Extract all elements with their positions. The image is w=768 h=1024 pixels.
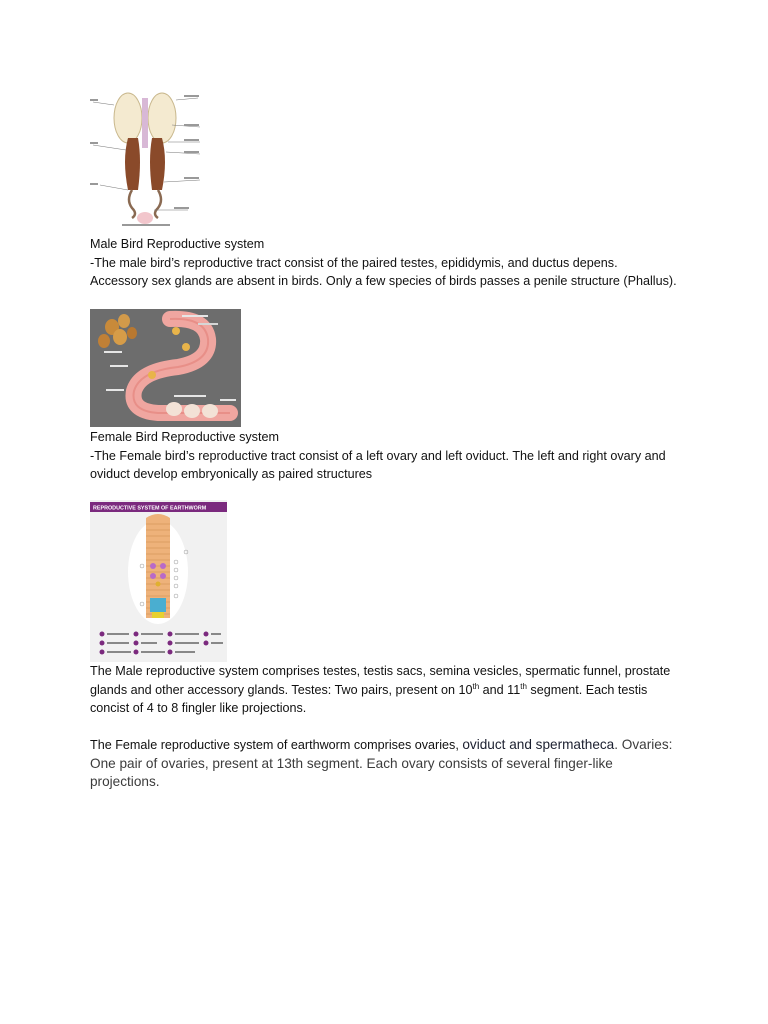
earthworm-female-line3: projections. [90, 774, 160, 790]
male-bird-caption-line2: Accessory sex glands are absent in birds. Only a few species of birds passes a penile structure (Phallus). [90, 274, 677, 289]
male-bird-caption-title: Male Bird Reproductive system [90, 237, 265, 251]
female-bird-caption-line2: oviduct develop embryonically as paired structures [90, 467, 373, 482]
earthworm-male-line2-a: glands and other accessory glands. Testes: Two pairs, present on 10 [90, 682, 473, 697]
male-bird-caption [90, 235, 690, 291]
earthworm-female-line2: One pair of ovaries, present at 13th segment. Each ovary consists of several finger-like [90, 755, 613, 771]
female-bird-caption-line1: -The Female bird’s reproductive tract consist of a left ovary and left oviduct. The left and right ovary and [90, 448, 666, 463]
earthworm-female-paragraph [90, 736, 690, 792]
earthworm-male-line2 [90, 681, 690, 700]
earthworm-female-line1-a: The Female reproductive system of earthworm comprises ovaries, [90, 738, 463, 752]
female-bird-reproductive-figure [90, 309, 241, 427]
earthworm-female-line1 [90, 736, 690, 755]
earthworm-female-line1-b: oviduct and spermatheca [462, 737, 615, 752]
female-bird-caption-title: Female Bird Reproductive system [90, 430, 279, 444]
male-bird-reproductive-figure [88, 90, 203, 230]
earthworm-male-line1: The Male reproductive system comprises testes, testis sacs, semina vesicles, spermatic funnel, prostate [90, 664, 671, 678]
earthworm-male-paragraph [90, 662, 690, 718]
earthworm-male-line3: concist of 4 to 8 fingler like projections. [90, 701, 307, 716]
female-bird-caption [90, 428, 690, 484]
earthworm-male-line2-c: segment. Each testis [526, 682, 648, 697]
superscript-th-1: th [472, 681, 480, 691]
male-bird-caption-line1: -The male bird’s reproductive tract consist of the paired testes, epididymis, and ductus depens. [90, 255, 618, 270]
earthworm-figure-header: REPRODUCTIVE SYSTEM OF EARTHWORM [93, 505, 207, 512]
earthworm-male-line2-b: and 11 [479, 682, 521, 697]
earthworm-female-line1-c: . Ovaries: [614, 737, 673, 752]
earthworm-reproductive-figure [90, 500, 227, 662]
superscript-th-2: th [520, 681, 527, 691]
